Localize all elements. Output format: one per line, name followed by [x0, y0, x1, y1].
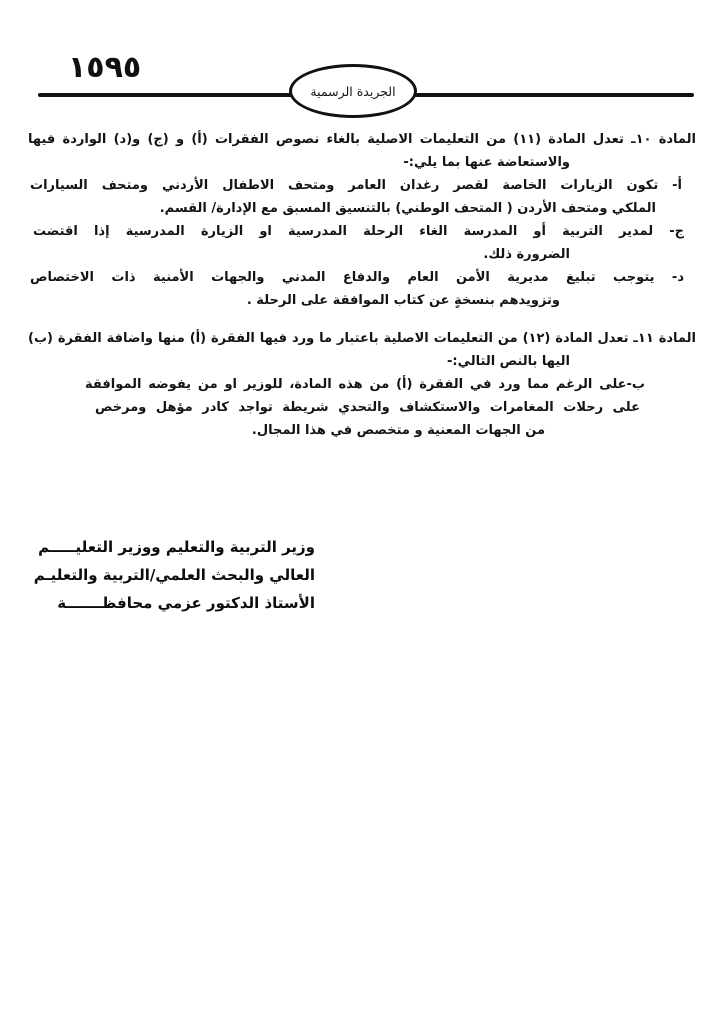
clause-dal-line-1: د- يتوجب تبليغ مديرية الأمن العام والدفاع المدني والجهات الأمنية ذات الاختصاص [30, 270, 684, 285]
clause-jeem [28, 220, 696, 266]
clause-a-line-1: أ- تكون الزيارات الخاصة لقصر رغدان العامر ومتحف الاطفال الأردني ومتحف السيارات [30, 178, 682, 193]
gazette-oval-badge [289, 64, 417, 118]
article-11-paragraph [28, 327, 696, 373]
document-body [28, 128, 696, 442]
article-10-line-1: المادة ١٠ـ تعدل المادة (١١) من التعليمات الاصلية بالغاء نصوص الفقرات (أ) و (ج) و(د) الواردة فيها [28, 132, 696, 147]
clause-dal [28, 266, 696, 312]
clause-jeem-line-2: الضرورة ذلك. [483, 247, 570, 262]
article-10-paragraph [28, 128, 696, 174]
clause-ba-line-3: من الجهات المعنية و متخصص في هذا المجال. [251, 423, 545, 438]
page-number: ١٥٩٥ [68, 50, 142, 85]
clause-dal-line-2: وتزويدهم بنسخةٍ عن كتاب الموافقة على الرحلة . [246, 293, 560, 308]
article-10-line-2: والاستعاضة عنها بما يلي:- [403, 155, 570, 170]
article-11-line-2: اليها بالنص التالي:- [447, 354, 570, 369]
clause-ba-line-2: على رحلات المغامرات والاستكشاف والتحدي شريطة تواجد كادر مؤهل ومرخص [95, 400, 640, 415]
clause-a [28, 174, 696, 220]
clause-jeem-line-1: ج- لمدير التربية أو المدرسة الغاء الرحلة المدرسية او الزيارة المدرسية إذا اقتضت [33, 224, 684, 239]
article-11-line-1: المادة ١١ـ تعدل المادة (١٢) من التعليمات الاصلية باعتبار ما ورد فيها الفقرة (أ) منها واضافة الفقرة (ب) [28, 331, 696, 346]
signature-line-3: الأستاذ الدكتور عزمي محافظـــــــة [57, 594, 315, 612]
signature-line-2: العالي والبحث العلمي/التربية والتعليـم [33, 566, 315, 584]
signature-line-1: وزير التربية والتعليم ووزير التعليـــــم [38, 538, 315, 556]
signature-block [33, 533, 315, 617]
clause-ba [28, 373, 696, 442]
clause-ba-line-1: ب-على الرغم مما ورد في الفقرة (أ) من هذه المادة، للوزير او من يفوضه الموافقة [85, 377, 645, 392]
clause-a-line-2: الملكي ومتحف الأردن ( المتحف الوطني) بالتنسيق المسبق مع الإدارة/ القسم. [159, 201, 656, 216]
gazette-title: الجريدة الرسمية [310, 83, 396, 99]
